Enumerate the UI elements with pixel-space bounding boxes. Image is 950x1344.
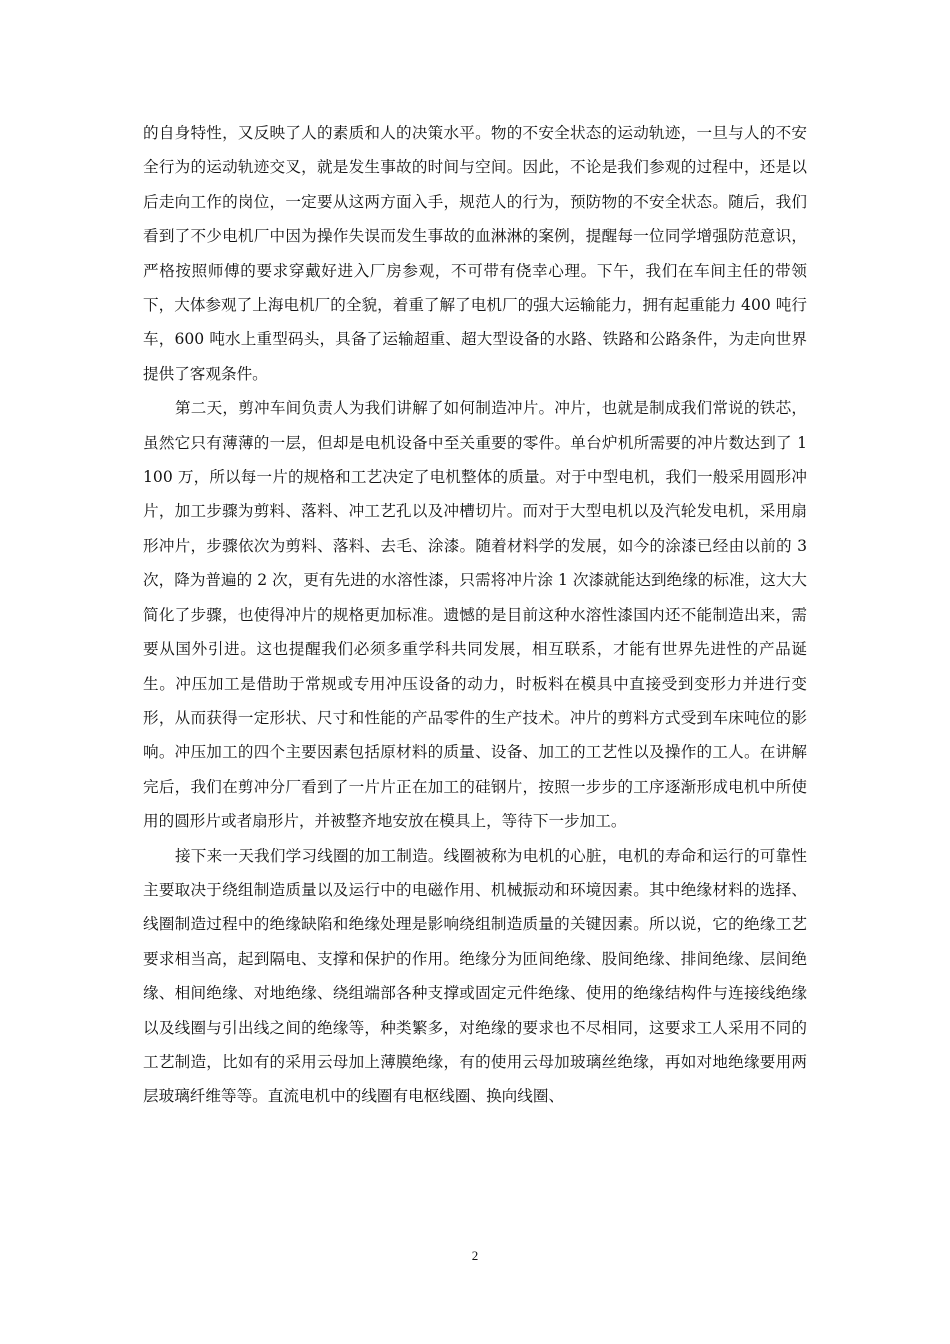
paragraph-continued-safety: 的自身特性，又反映了人的素质和人的决策水平。物的不安全状态的运动轨迹，一旦与人的不安全行为的运动轨迹交叉，就是发生事故的时间与空间。因此，不论是我们参观的过程中，还是以后走向工作的岗位，一定要从这两方面入手，规范人的行为，预防物的不安全状态。随后，我们看到了不少电机厂中因为操作失误而发生事故的血淋淋的案例，提醒每一位同学增强防范意识，严格按照师傅的要求穿戴好进入厂房参观，不可带有侥幸心理。下午，我们在车间主任的带领下，大体参观了上海电机厂的全貌，着重了解了电机厂的强大运输能力，拥有起重能力 400 吨行车，600 吨水上重型码头，具备了运输超重、超大型设备的水路、铁路和公路条件，为走向世界提供了客观条件。: [143, 124, 807, 383]
page-number: 2: [471, 1248, 479, 1263]
paragraph-coil-manufacturing: 接下来一天我们学习线圈的加工制造。线圈被称为电机的心脏，电机的寿命和运行的可靠性主要取决于绕组制造质量以及运行中的电磁作用、机械振动和环境因素。其中绝缘材料的选择、线圈制造过程中的绝缘缺陷和绝缘处理是影响绕组制造质量的关键因素。所以说，它的绝缘工艺要求相当高，起到隔电、支撑和保护的作用。绝缘分为匝间绝缘、股间绝缘、排间绝缘、层间绝缘、相间绝缘、对地绝缘、绕组端部各种支撑或固定元件绝缘、使用的绝缘结构件与连接线绝缘以及线圈与引出线之间的绝缘等，种类繁多，对绝缘的要求也不尽相同，这要求工人采用不同的工艺制造，比如有的采用云母加上薄膜绝缘，有的使用云母加玻璃丝绝缘，再如对地绝缘要用两层玻璃纤维等等。直流电机中的线圈有电枢线圈、换向线圈、: [143, 846, 807, 1106]
paragraph-punching-workshop: 第二天，剪冲车间负责人为我们讲解了如何制造冲片。冲片，也就是制成我们常说的铁芯，虽然它只有薄薄的一层，但却是电机设备中至关重要的零件。单台炉机所需要的冲片数达到了 1100 万，所以每一片的规格和工艺决定了电机整体的质量。对于中型电机，我们一般采用圆形冲片，加工步骤为剪料、落料、冲工艺孔以及冲槽切片。而对于大型电机以及汽轮发电机，采用扇形冲片，步骤依次为剪料、落料、去毛、涂漆。随着材料学的发展，如今的涂漆已经由以前的 3 次，降为普遍的 2 次，更有先进的水溶性漆，只需将冲片涂 1 次漆就能达到绝缘的标准，这大大简化了步骤，也使得冲片的规格更加标准。遗憾的是目前这种水溶性漆国内还不能制造出来，需要从国外引进。这也提醒我们必须多重学科共同发展，相互联系，才能有世界先进性的产品诞生。冲压加工是借助于常规或专用冲压设备的动力，时板料在模具中直接受到变形力并进行变形，从而获得一定形状、尺寸和性能的产品零件的生产技术。冲片的剪料方式受到车床吨位的影响。冲压加工的四个主要因素包括原材料的质量、设备、加工的工艺性以及操作的工人。在讲解完后，我们在剪冲分厂看到了一片片正在加工的硅钢片，按照一步步的工序逐渐形成电机中所使用的圆形片或者扇形片，并被整齐地安放在模具上，等待下一步加工。: [143, 399, 807, 831]
body-text: [143, 116, 807, 1114]
